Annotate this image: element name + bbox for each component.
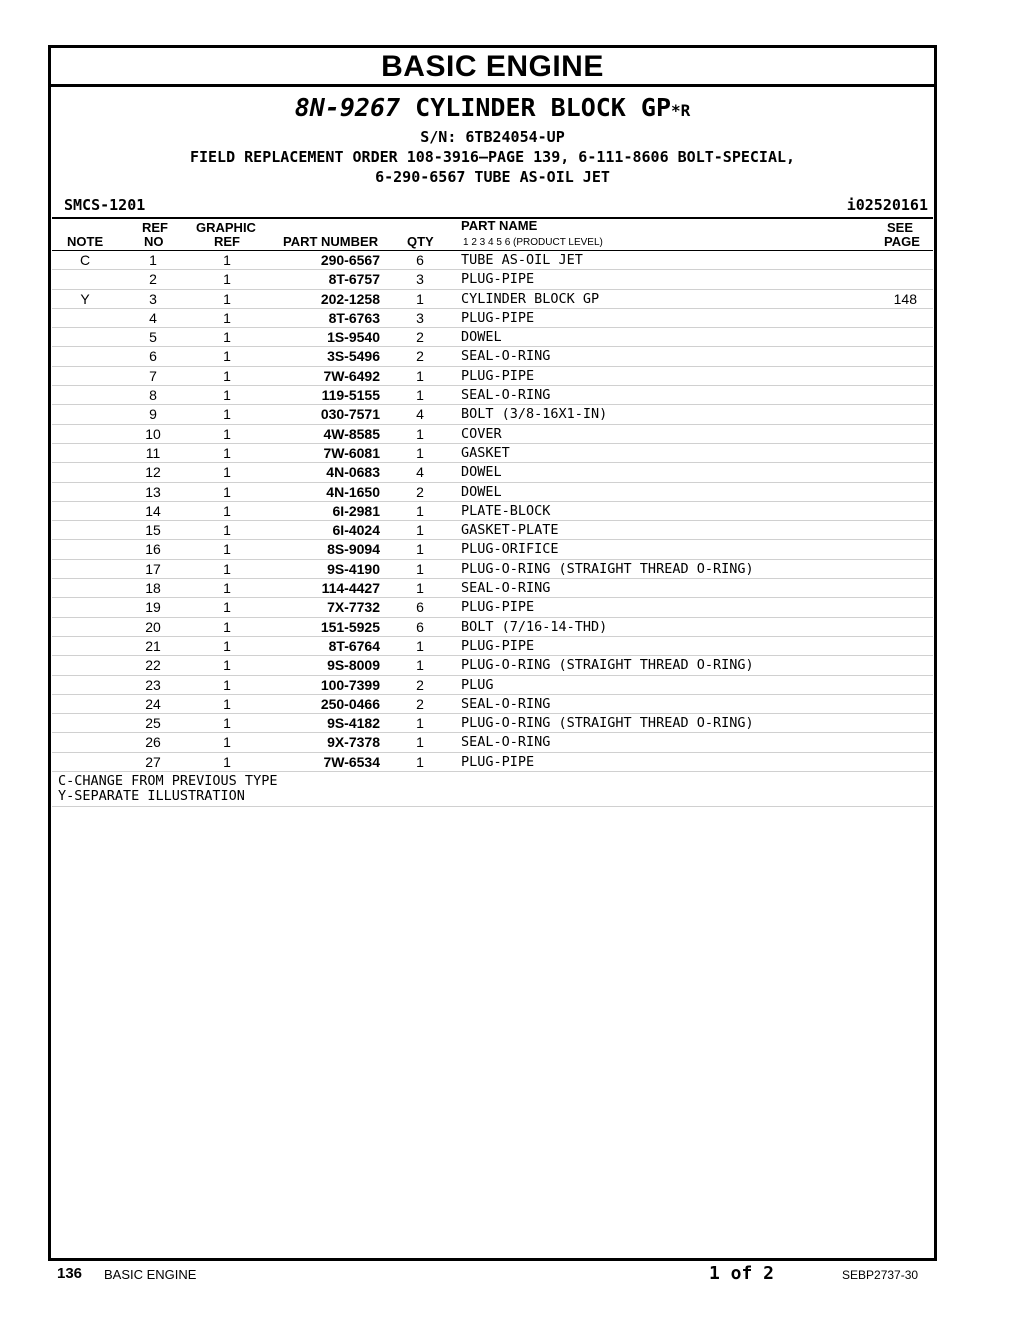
qty-cell: 1 — [416, 580, 424, 597]
qty-cell: 1 — [416, 290, 424, 307]
ref-no-cell: 25 — [145, 715, 161, 732]
ref-no-cell: 21 — [145, 637, 161, 654]
graphic-ref-cell: 1 — [223, 367, 231, 384]
ref-no-cell: 14 — [145, 502, 161, 519]
part-name-cell: COVER — [461, 425, 502, 442]
part-name-cell: SEAL-O-RING — [461, 580, 551, 597]
table-header — [52, 219, 933, 251]
graphic-ref-cell: 1 — [223, 329, 231, 346]
ref-no-cell: 16 — [145, 541, 161, 558]
part-number-cell: 7W-6534 — [323, 753, 380, 770]
ref-no-cell: 5 — [149, 329, 157, 346]
part-number-cell: 3S-5496 — [327, 348, 380, 365]
qty-cell: 1 — [416, 367, 424, 384]
qty-cell: 1 — [416, 657, 424, 674]
qty-cell: 1 — [416, 502, 424, 519]
table-row — [52, 733, 933, 752]
table-row — [52, 251, 933, 270]
parts-table-body — [51, 251, 934, 772]
part-name-cell: PLUG-O-RING (STRAIGHT THREAD O-RING) — [461, 560, 754, 577]
graphic-ref-cell: 1 — [223, 522, 231, 539]
ref-no-cell: 12 — [145, 464, 161, 481]
part-number-cell: 250-0466 — [320, 695, 380, 712]
qty-cell: 2 — [416, 695, 424, 712]
ref-no-cell: 10 — [145, 425, 161, 442]
table-row — [52, 637, 933, 656]
ref-no-cell: 13 — [145, 483, 161, 500]
qty-cell: 1 — [416, 715, 424, 732]
qty-cell: 6 — [416, 599, 424, 616]
part-name-cell: BOLT (7/16-14-THD) — [461, 618, 608, 635]
table-row — [52, 521, 933, 540]
header-see-top: SEE — [887, 220, 914, 235]
table-row — [52, 714, 933, 733]
graphic-ref-cell: 1 — [223, 252, 231, 268]
qty-cell: 2 — [416, 483, 424, 500]
ref-no-cell: 15 — [145, 522, 161, 539]
graphic-ref-cell: 1 — [223, 425, 231, 442]
qty-cell: 1 — [416, 734, 424, 751]
table-row — [52, 444, 933, 463]
code-line — [51, 193, 934, 217]
ref-no-cell: 27 — [145, 753, 161, 770]
part-name-cell: PLUG-PIPE — [461, 637, 535, 654]
header-ref-bottom: NO — [144, 234, 164, 249]
table-row — [52, 425, 933, 444]
ref-no-cell: 26 — [145, 734, 161, 751]
part-number-cell: 8T-6764 — [328, 637, 380, 654]
table-row — [52, 540, 933, 559]
part-number-cell: 100-7399 — [320, 676, 380, 693]
table-row — [52, 598, 933, 617]
part-name-cell: DOWEL — [461, 329, 502, 346]
part-name-cell: PLUG-ORIFICE — [461, 541, 559, 558]
footer-document-id: SEBP2737-30 — [842, 1268, 919, 1282]
part-number-cell: 9S-4182 — [327, 715, 380, 732]
ref-no-cell: 6 — [149, 348, 157, 365]
header-product-level: 1 2 3 4 5 6 (PRODUCT LEVEL) — [463, 237, 603, 248]
footer-sheet: 1 of 2 — [709, 1263, 775, 1284]
group-header — [51, 93, 934, 187]
ref-no-cell: 17 — [145, 560, 161, 577]
part-number-cell: 8T-6757 — [328, 271, 380, 288]
illustration-id: i02520161 — [846, 196, 928, 214]
part-name-cell: DOWEL — [461, 483, 502, 500]
graphic-ref-cell: 1 — [223, 271, 231, 288]
table-row — [52, 386, 933, 405]
part-name-cell: CYLINDER BLOCK GP — [461, 290, 600, 307]
header-part-name: PART NAME — [461, 218, 538, 233]
part-name-cell: SEAL-O-RING — [461, 734, 551, 751]
part-name-cell: PLUG-PIPE — [461, 309, 535, 326]
ref-no-cell: 18 — [145, 580, 161, 597]
part-number-cell: 4N-0683 — [326, 464, 380, 481]
ref-no-cell: 4 — [149, 309, 157, 326]
ref-no-cell: 8 — [149, 387, 157, 404]
table-row — [52, 270, 933, 289]
footer-section: BASIC ENGINE — [104, 1267, 197, 1282]
part-number-cell: 6I-4024 — [332, 522, 380, 539]
qty-cell: 6 — [416, 252, 424, 268]
part-name-cell: BOLT (3/8-16X1-IN) — [461, 406, 608, 423]
group-title — [51, 93, 934, 126]
part-number-cell: 030-7571 — [320, 406, 380, 423]
header-graphic-bottom: REF — [214, 234, 240, 249]
ref-no-cell: 24 — [145, 695, 161, 712]
table-row — [52, 560, 933, 579]
part-name-cell: GASKET — [461, 444, 510, 461]
part-number-cell: 9X-7378 — [327, 734, 380, 751]
part-name-cell: PLUG-PIPE — [461, 271, 535, 288]
serial-number: S/N: 6TB24054-UP — [420, 128, 565, 146]
table-row — [52, 579, 933, 598]
graphic-ref-cell: 1 — [223, 464, 231, 481]
header-part-number: PART NUMBER — [283, 234, 379, 249]
part-number-cell: 151-5925 — [320, 618, 380, 635]
graphic-ref-cell: 1 — [223, 290, 231, 307]
qty-cell: 1 — [416, 753, 424, 770]
part-number-cell: 119-5155 — [321, 387, 380, 404]
footer-page-number: 136 — [57, 1265, 83, 1282]
qty-cell: 1 — [416, 541, 424, 558]
qty-cell: 4 — [416, 406, 424, 423]
qty-cell: 2 — [416, 348, 424, 365]
notes-legend — [52, 772, 933, 807]
note-separate: Y-SEPARATE ILLUSTRATION — [58, 788, 245, 805]
part-name-cell: PLUG-PIPE — [461, 367, 535, 384]
see-page-cell: 148 — [893, 290, 917, 307]
ref-no-cell: 3 — [149, 290, 157, 307]
ref-no-cell: 22 — [145, 657, 161, 674]
graphic-ref-cell: 1 — [223, 541, 231, 558]
graphic-ref-cell: 1 — [223, 599, 231, 616]
table-row — [52, 290, 933, 309]
part-name-cell: TUBE AS-OIL JET — [461, 252, 583, 268]
qty-cell: 3 — [416, 309, 424, 326]
graphic-ref-cell: 1 — [223, 734, 231, 751]
ref-no-cell: 7 — [149, 367, 157, 384]
table-row — [52, 502, 933, 521]
graphic-ref-cell: 1 — [223, 560, 231, 577]
part-name-cell: SEAL-O-RING — [461, 348, 551, 365]
header-note: NOTE — [67, 234, 104, 249]
graphic-ref-cell: 1 — [223, 444, 231, 461]
graphic-ref-cell: 1 — [223, 618, 231, 635]
header-ref-top: REF — [142, 220, 168, 235]
graphic-ref-cell: 1 — [223, 309, 231, 326]
part-number-cell: 114-4427 — [321, 580, 380, 597]
field-replacement-line-1: FIELD REPLACEMENT ORDER 108-3916—PAGE 139, 6-111-8606 BOLT-SPECIAL, — [189, 148, 796, 166]
field-replacement-line-2: 6-290-6567 TUBE AS-OIL JET — [375, 168, 610, 186]
graphic-ref-cell: 1 — [223, 657, 231, 674]
part-name-cell: PLATE-BLOCK — [461, 502, 551, 519]
qty-cell: 6 — [416, 618, 424, 635]
ref-no-cell: 11 — [145, 444, 161, 461]
group-name: CYLINDER BLOCK GP — [415, 93, 672, 122]
note-change: C-CHANGE FROM PREVIOUS TYPE — [58, 773, 278, 790]
graphic-ref-cell: 1 — [223, 387, 231, 404]
table-row — [52, 676, 933, 695]
part-name-cell: SEAL-O-RING — [461, 695, 551, 712]
header-qty: QTY — [407, 234, 434, 249]
qty-cell: 4 — [416, 464, 424, 481]
table-row — [52, 656, 933, 675]
table-row — [52, 309, 933, 328]
ref-no-cell: 23 — [145, 676, 161, 693]
ref-no-cell: 9 — [149, 406, 157, 423]
part-number-cell: 8T-6763 — [328, 309, 380, 326]
qty-cell: 2 — [416, 329, 424, 346]
part-number-cell: 4W-8585 — [323, 425, 380, 442]
graphic-ref-cell: 1 — [223, 580, 231, 597]
note-cell: Y — [80, 290, 90, 307]
table-row — [52, 328, 933, 347]
qty-cell: 1 — [416, 444, 424, 461]
graphic-ref-cell: 1 — [223, 348, 231, 365]
graphic-ref-cell: 1 — [223, 502, 231, 519]
table-row — [52, 405, 933, 424]
ref-no-cell: 1 — [149, 252, 157, 268]
part-name-cell: GASKET-PLATE — [461, 522, 559, 539]
page-footer — [0, 1264, 1020, 1288]
part-number-cell: 9S-8009 — [327, 657, 380, 674]
section-title: BASIC ENGINE — [51, 48, 934, 87]
ref-no-cell: 2 — [149, 271, 157, 288]
part-number-cell: 4N-1650 — [326, 483, 380, 500]
graphic-ref-cell: 1 — [223, 406, 231, 423]
qty-cell: 1 — [416, 560, 424, 577]
group-mark: *R — [671, 101, 691, 120]
graphic-ref-cell: 1 — [223, 753, 231, 770]
part-number-cell: 8S-9094 — [327, 541, 380, 558]
table-row — [52, 347, 933, 366]
graphic-ref-cell: 1 — [223, 676, 231, 693]
graphic-ref-cell: 1 — [223, 637, 231, 654]
part-number-cell: 7W-6081 — [323, 444, 380, 461]
part-number-cell: 7X-7732 — [327, 599, 380, 616]
part-name-cell: PLUG — [461, 676, 494, 693]
table-row — [52, 367, 933, 386]
smcs-code: SMCS-1201 — [64, 196, 146, 214]
group-part-number: 8N-9267 — [294, 93, 401, 122]
part-number-cell: 6I-2981 — [332, 502, 380, 519]
part-name-cell: PLUG-O-RING (STRAIGHT THREAD O-RING) — [461, 715, 754, 732]
ref-no-cell: 20 — [145, 618, 161, 635]
graphic-ref-cell: 1 — [223, 483, 231, 500]
part-number-cell: 9S-4190 — [327, 560, 380, 577]
qty-cell: 3 — [416, 271, 424, 288]
header-graphic-top: GRAPHIC — [196, 220, 256, 235]
table-row — [52, 483, 933, 502]
graphic-ref-cell: 1 — [223, 695, 231, 712]
ref-no-cell: 19 — [145, 599, 161, 616]
table-row — [52, 618, 933, 637]
part-name-cell: PLUG-O-RING (STRAIGHT THREAD O-RING) — [461, 657, 754, 674]
qty-cell: 1 — [416, 637, 424, 654]
table-row — [52, 695, 933, 714]
table-row — [52, 463, 933, 482]
note-cell: C — [79, 252, 91, 268]
qty-cell: 1 — [416, 425, 424, 442]
part-number-cell: 290-6567 — [320, 252, 380, 268]
graphic-ref-cell: 1 — [223, 715, 231, 732]
part-name-cell: PLUG-PIPE — [461, 599, 535, 616]
part-name-cell: SEAL-O-RING — [461, 387, 551, 404]
qty-cell: 2 — [416, 676, 424, 693]
part-number-cell: 1S-9540 — [327, 329, 380, 346]
page-frame — [48, 45, 937, 1261]
part-name-cell: DOWEL — [461, 464, 502, 481]
header-see-bottom: PAGE — [884, 234, 920, 249]
qty-cell: 1 — [416, 387, 424, 404]
table-row — [52, 753, 933, 772]
part-number-cell: 202-1258 — [320, 290, 380, 307]
part-number-cell: 7W-6492 — [323, 367, 380, 384]
part-name-cell: PLUG-PIPE — [461, 753, 535, 770]
qty-cell: 1 — [416, 522, 424, 539]
